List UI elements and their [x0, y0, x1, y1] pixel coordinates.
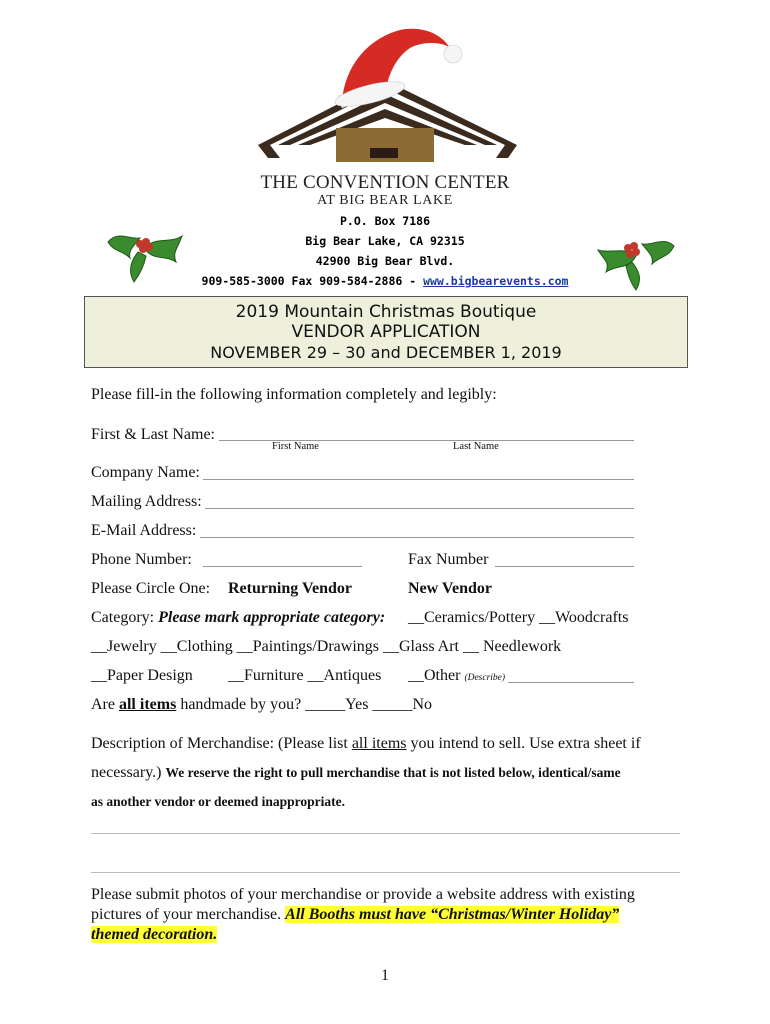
- last-name-caption: Last Name: [453, 441, 499, 452]
- phone-field[interactable]: [203, 566, 362, 567]
- returning-vendor-option[interactable]: Returning Vendor: [228, 580, 353, 597]
- holly-icon: [100, 222, 190, 284]
- address-street: 42900 Big Bear Blvd.: [315, 254, 455, 268]
- company-field[interactable]: [203, 479, 634, 480]
- category-label: Category:: [91, 609, 159, 626]
- photos-line-1: Please submit photos of your merchandise or provide a website address with existing: [91, 886, 635, 903]
- description-post: you intend to sell. Use extra sheet if: [406, 735, 641, 752]
- instructions: Please fill-in the following information completely and legibly:: [91, 386, 497, 403]
- address-city: Big Bear Lake, CA 92315: [305, 234, 465, 248]
- category-paper-design[interactable]: __Paper Design: [91, 667, 193, 684]
- mailing-label: Mailing Address:: [91, 493, 202, 510]
- email-field[interactable]: [200, 537, 634, 538]
- describe-caption: (Describe): [464, 673, 506, 683]
- venue-name: THE CONVENTION CENTER: [260, 172, 510, 193]
- handmade-pre: Are: [91, 696, 119, 713]
- application-title: VENDOR APPLICATION: [291, 322, 481, 342]
- photos-line-2: [91, 905, 619, 925]
- description-line-1: [91, 734, 641, 754]
- description-necessary: necessary.): [91, 764, 166, 781]
- page-number: 1: [381, 967, 389, 984]
- merchandise-line-2[interactable]: [91, 872, 680, 873]
- category-instruction: Please mark appropriate category:: [158, 609, 386, 626]
- handmade-post[interactable]: handmade by you? _____Yes _____No: [176, 696, 432, 713]
- description-pre: Description of Merchandise: (Please list: [91, 735, 352, 752]
- holly-icon: [592, 230, 682, 292]
- fax-label: Fax Number: [408, 551, 489, 568]
- fax-field[interactable]: [495, 566, 634, 567]
- first-name-caption: First Name: [272, 441, 319, 452]
- merchandise-line-1[interactable]: [91, 833, 680, 834]
- category-row-1: [91, 608, 385, 628]
- email-label: E-Mail Address:: [91, 522, 197, 539]
- mailing-field[interactable]: [205, 508, 634, 509]
- name-label: First & Last Name:: [91, 426, 215, 443]
- reserve-right-notice: We reserve the right to pull merchandise that is not listed below, identical/same: [165, 765, 621, 780]
- category-furniture-antiques[interactable]: __Furniture __Antiques: [228, 667, 382, 684]
- company-label: Company Name:: [91, 464, 200, 481]
- website-link[interactable]: www.bigbearevents.com: [423, 274, 569, 288]
- category-options-row-2[interactable]: __Jewelry __Clothing __Paintings/Drawings __Glass Art __ Needlework: [91, 638, 562, 655]
- description-line-3: as another vendor or deemed inappropriate.: [91, 794, 346, 809]
- handmade-all-items: all items: [118, 696, 177, 713]
- circle-one-label: Please Circle One:: [91, 580, 211, 597]
- booth-theme-notice: All Booths must have “Christmas/Winter Holiday”: [285, 906, 620, 923]
- address-po-box: P.O. Box 7186: [339, 214, 430, 228]
- other-describe-field[interactable]: [508, 682, 634, 683]
- convention-center-logo: [250, 8, 525, 168]
- handmade-question: [91, 695, 432, 715]
- booth-theme-notice-2: themed decoration.: [91, 926, 218, 943]
- category-options-ceramics-woodcrafts[interactable]: __Ceramics/Pottery __Woodcrafts: [408, 609, 629, 626]
- description-line-2: [91, 763, 621, 783]
- category-other-label: __Other: [408, 667, 465, 684]
- phone-label: Phone Number:: [91, 551, 192, 568]
- category-other[interactable]: [408, 666, 505, 688]
- event-dates: NOVEMBER 29 – 30 and DECEMBER 1, 2019: [210, 343, 562, 362]
- event-title: 2019 Mountain Christmas Boutique: [235, 302, 537, 322]
- phone-fax: 909-585-3000 Fax 909-584-2886 -: [201, 274, 424, 288]
- description-all-items: all items: [351, 735, 407, 752]
- photos-line-3: [91, 925, 217, 945]
- title-box: [84, 296, 688, 368]
- new-vendor-option[interactable]: New Vendor: [408, 580, 493, 597]
- venue-subtitle: AT BIG BEAR LAKE: [317, 193, 453, 208]
- photos-pictures: pictures of your merchandise.: [91, 906, 286, 923]
